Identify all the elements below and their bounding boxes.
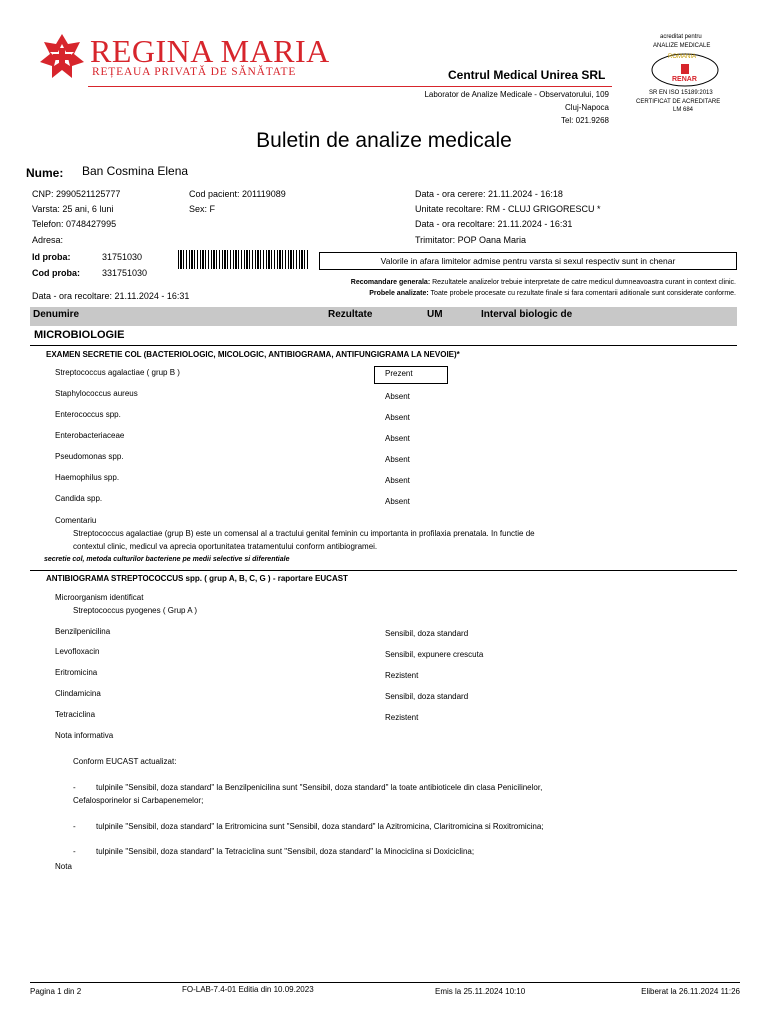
sample-id-label: Id proba: <box>32 252 71 262</box>
regina-maria-star-icon <box>38 32 86 80</box>
renar-top: ROMANIA <box>668 54 697 60</box>
accreditation-line1: acreditat pentru <box>660 34 702 40</box>
patient-cnp: CNP: 2990521125777 <box>32 189 121 199</box>
exam-separator <box>30 570 737 571</box>
info-label: Nota informativa <box>55 731 114 740</box>
antibiotic-result: Sensibil, doza standard <box>385 692 469 701</box>
recommendation <box>351 279 736 286</box>
bullet1-line2: Cefalosporinelor si Carbapenemelor; <box>73 796 204 805</box>
request-time: Data - ora cerere: 21.11.2024 - 16:18 <box>415 189 563 199</box>
sample-code-value: 331751030 <box>102 268 148 278</box>
section-rule <box>30 345 737 346</box>
exam1-method: secretie col, metoda culturilor bacteriene pe medii selective si diferentiale <box>44 556 290 563</box>
accreditation-lm: LM 684 <box>673 107 694 113</box>
exam2-title: ANTIBIOGRAMA STREPTOCOCCUS spp. ( grup A, B, C, G ) - raportare EUCAST <box>46 574 348 583</box>
collection-time-2: Data - ora recoltare: 21.11.2024 - 16:31 <box>32 291 190 301</box>
sample-code-label: Cod proba: <box>32 268 80 278</box>
antibiotic-result: Rezistent <box>385 671 419 680</box>
exam1-row-name: Streptococcus agalactiae ( grup B ) <box>55 368 180 377</box>
footer-form: FO-LAB-7.4-01 Editia din 10.09.2023 <box>182 985 314 994</box>
exam1-row-result: Prezent <box>385 369 413 378</box>
patient-phone: Telefon: 0748427995 <box>32 219 117 229</box>
footer-rule <box>30 982 740 983</box>
exam1-row-result: Absent <box>385 434 410 443</box>
footer-issued: Emis la 25.11.2024 10:10 <box>435 987 526 996</box>
collection-time: Data - ora recoltare: 21.11.2024 - 16:31 <box>415 219 573 229</box>
header-rule <box>88 86 612 87</box>
accreditation-cert: CERTIFICAT DE ACREDITARE <box>636 99 721 105</box>
accreditation-std: SR EN ISO 15189:2013 <box>649 90 713 96</box>
antibiotic-name: Benzilpenicilina <box>55 627 111 636</box>
col-name: Denumire <box>33 309 80 320</box>
recommendation-label: Recomandare generala: <box>350 279 431 286</box>
footer-page: Pagina 1 din 2 <box>30 987 82 996</box>
bullet3: tulpinile "Sensibil, doza standard" la Tetraciclina sunt "Sensibil, doza standard" la Minociclina si Doxiciclina; <box>96 847 475 856</box>
limits-text: Valorile in afara limitelor admise pentru varsta si sexul respectiv sunt in chenar <box>380 256 676 266</box>
probes-label: Probele analizate: <box>369 290 429 297</box>
exam1-title: EXAMEN SECRETIE COL (BACTERIOLOGIC, MICOLOGIC, ANTIBIOGRAMA, ANTIFUNGIGRAMA LA NEVOIE)* <box>46 350 460 359</box>
clinic-name: Centrul Medical Unirea SRL <box>448 68 606 82</box>
antibiotic-result: Rezistent <box>385 713 419 722</box>
exam1-row-result: Absent <box>385 413 410 422</box>
antibiotic-result: Sensibil, doza standard <box>385 629 469 638</box>
patient-name: Ban Cosmina Elena <box>82 164 189 178</box>
patient-sex: Sex: F <box>189 204 216 214</box>
collection-unit: Unitate recoltare: RM - CLUJ GRIGORESCU * <box>415 204 601 214</box>
brand-logo <box>38 32 86 80</box>
bullet1-line1: tulpinile "Sensibil, doza standard" la Benzilpenicilina sunt "Sensibil, doza standard" la toate antibioticele din clasa Penicilinelor, <box>96 783 543 792</box>
exam1-row-name: Enterococcus spp. <box>55 410 121 419</box>
section-title: MICROBIOLOGIE <box>34 329 125 341</box>
comment-line1: Streptococcus agalactiae (grup B) este un comensal al a tractului genital feminin cu importanta in profilaxia prenatala. In functie de <box>73 529 535 538</box>
brand-name: REGINA MARIA <box>90 33 330 69</box>
organism-name: Streptococcus pyogenes ( Grup A ) <box>73 606 198 615</box>
exam1-row-result: Absent <box>385 455 410 464</box>
organism-label: Microorganism identificat <box>55 593 144 602</box>
lab-phone: Tel: 021.9268 <box>560 116 609 125</box>
probes-note <box>369 290 736 297</box>
exam1-row-name: Pseudomonas spp. <box>55 452 124 461</box>
antibiotic-name: Levofloxacin <box>55 647 100 656</box>
antibiotic-name: Clindamicina <box>55 689 101 698</box>
exam1-row-name: Haemophilus spp. <box>55 473 120 482</box>
nota-label: Nota <box>55 862 72 871</box>
col-unit: UM <box>427 309 443 320</box>
renar-name: RENAR <box>672 76 697 83</box>
exam1-row-result: Absent <box>385 497 410 506</box>
lab-city: Cluj-Napoca <box>564 103 609 112</box>
bullet-dash: - <box>73 847 76 856</box>
exam1-row-name: Enterobacteriaceae <box>55 431 125 440</box>
patient-code: Cod pacient: 201119089 <box>189 189 286 199</box>
exam1-row-name: Staphylococcus aureus <box>55 389 138 398</box>
col-result: Rezultate <box>328 309 373 320</box>
antibiotic-name: Eritromicina <box>55 668 98 677</box>
renar-seal <box>650 52 720 88</box>
exam1-row-result: Absent <box>385 392 410 401</box>
bullet2: tulpinile "Sensibil, doza standard" la Eritromicina sunt "Sensibil, doza standard" la Azitromicina, Claritromicina si Roxitromicina; <box>96 822 544 831</box>
antibiotic-result: Sensibil, expunere crescuta <box>385 650 484 659</box>
accreditation-line2: ANALIZE MEDICALE <box>653 43 711 49</box>
patient-age: Varsta: 25 ani, 6 luni <box>32 204 114 214</box>
eucast-intro: Conform EUCAST actualizat: <box>73 757 177 766</box>
brand-tagline: REȚEAUA PRIVATĂ DE SĂNĂTATE <box>92 66 297 78</box>
page-title: Buletin de analize medicale <box>256 129 512 152</box>
exam1-row-result: Absent <box>385 476 410 485</box>
recommendation-text: Rezultatele analizelor trebuie interpretate de catre medicul dumneavoastra curant in context clinic. <box>432 279 736 286</box>
antibiotic-name: Tetraciclina <box>55 710 96 719</box>
bullet-dash: - <box>73 822 76 831</box>
bullet-dash: - <box>73 783 76 792</box>
probes-text: Toate probele procesate cu rezultate finale si fara comentarii aditionale sunt considerate conforme. <box>430 290 736 297</box>
col-interval: Interval biologic de <box>481 309 573 320</box>
patient-address: Adresa: <box>32 235 64 245</box>
footer-released: Eliberat la 26.11.2024 11:26 <box>641 987 740 996</box>
comment-line2: contextul clinic, medicul va aprecia oportunitatea tratamentului conform antibiogramei. <box>73 542 378 551</box>
exam1-result-flagged <box>374 366 448 384</box>
results-table-header <box>30 307 737 326</box>
lab-address: Laborator de Analize Medicale - Observatorului, 109 <box>424 90 609 99</box>
patient-name-label: Nume: <box>26 166 64 180</box>
sample-id-value: 31751030 <box>102 252 143 262</box>
limits-box <box>319 252 737 270</box>
exam1-row-name: Candida spp. <box>55 494 103 503</box>
referrer: Trimitator: POP Oana Maria <box>415 235 527 245</box>
barcode <box>178 250 308 269</box>
comment-label: Comentariu <box>55 516 97 525</box>
